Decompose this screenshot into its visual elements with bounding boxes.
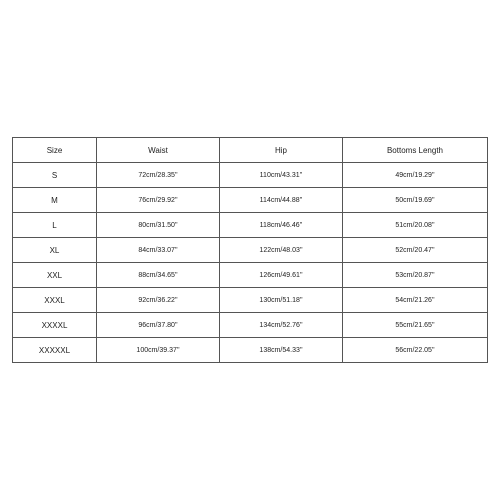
- hip-cell: 118cm/46.46'': [220, 213, 343, 238]
- waist-cell: 72cm/28.35'': [97, 163, 220, 188]
- table-row: [13, 238, 488, 263]
- table-row: [13, 288, 488, 313]
- hip-cell: 114cm/44.88'': [220, 188, 343, 213]
- bottoms-length-cell: 51cm/20.08'': [343, 213, 488, 238]
- hip-cell: 138cm/54.33'': [220, 338, 343, 363]
- size-cell: S: [13, 163, 97, 188]
- table-row: [13, 213, 488, 238]
- waist-cell: 92cm/36.22'': [97, 288, 220, 313]
- hip-cell: 110cm/43.31'': [220, 163, 343, 188]
- header-bottoms-length: Bottoms Length: [343, 138, 488, 163]
- bottoms-length-cell: 56cm/22.05'': [343, 338, 488, 363]
- table-row: [13, 188, 488, 213]
- size-cell: XL: [13, 238, 97, 263]
- size-cell: L: [13, 213, 97, 238]
- header-hip: Hip: [220, 138, 343, 163]
- bottoms-length-cell: 52cm/20.47'': [343, 238, 488, 263]
- table-row: [13, 263, 488, 288]
- table-row: [13, 313, 488, 338]
- table-row: [13, 163, 488, 188]
- table-header: [13, 138, 488, 163]
- bottoms-length-cell: 54cm/21.26'': [343, 288, 488, 313]
- bottoms-length-cell: 49cm/19.29'': [343, 163, 488, 188]
- bottoms-length-cell: 55cm/21.65'': [343, 313, 488, 338]
- waist-cell: 88cm/34.65'': [97, 263, 220, 288]
- size-cell: XXXXXL: [13, 338, 97, 363]
- table-row: [13, 338, 488, 363]
- size-cell: M: [13, 188, 97, 213]
- bottoms-length-cell: 50cm/19.69'': [343, 188, 488, 213]
- waist-cell: 96cm/37.80'': [97, 313, 220, 338]
- hip-cell: 126cm/49.61'': [220, 263, 343, 288]
- waist-cell: 80cm/31.50'': [97, 213, 220, 238]
- waist-cell: 100cm/39.37'': [97, 338, 220, 363]
- header-waist: Waist: [97, 138, 220, 163]
- table-body: [13, 163, 488, 363]
- size-chart-table: [12, 137, 488, 363]
- hip-cell: 134cm/52.76'': [220, 313, 343, 338]
- header-row: [13, 138, 488, 163]
- bottoms-length-cell: 53cm/20.87'': [343, 263, 488, 288]
- header-size: Size: [13, 138, 97, 163]
- hip-cell: 130cm/51.18'': [220, 288, 343, 313]
- size-cell: XXXXL: [13, 313, 97, 338]
- waist-cell: 76cm/29.92'': [97, 188, 220, 213]
- hip-cell: 122cm/48.03'': [220, 238, 343, 263]
- size-cell: XXL: [13, 263, 97, 288]
- size-cell: XXXL: [13, 288, 97, 313]
- waist-cell: 84cm/33.07'': [97, 238, 220, 263]
